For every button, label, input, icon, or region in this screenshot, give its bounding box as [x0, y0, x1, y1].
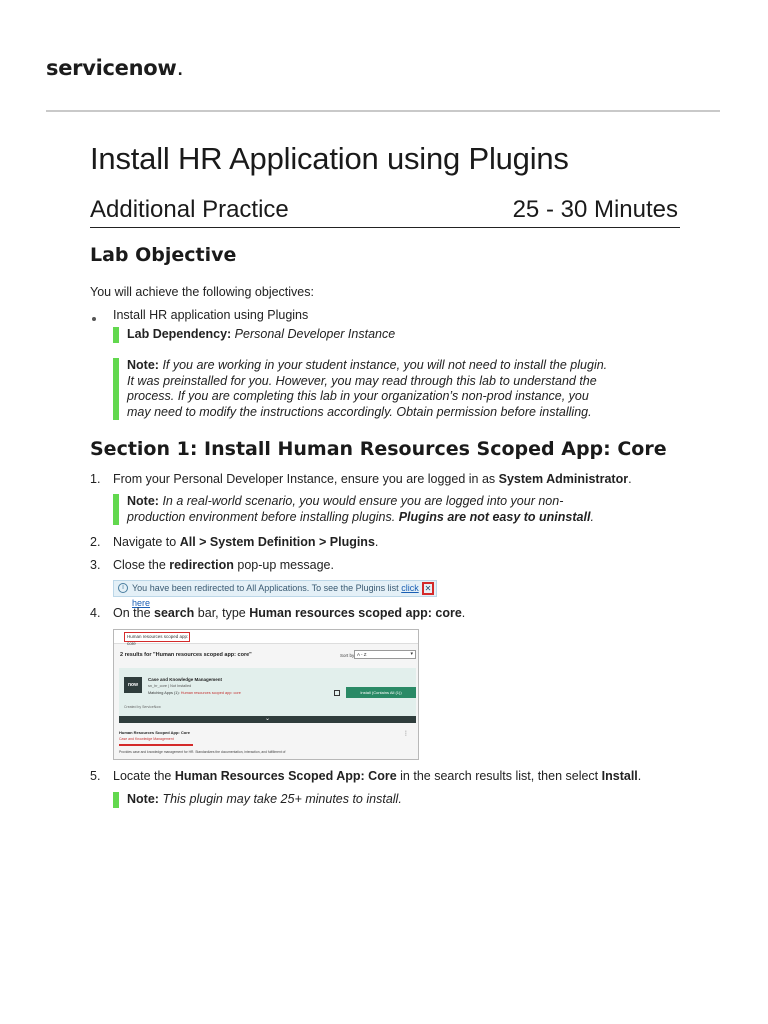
sort-label: Sort by [340, 653, 355, 658]
lab-dependency: Lab Dependency: Personal Developer Instance [113, 327, 395, 343]
duration: 25 - 30 Minutes [512, 196, 678, 223]
results-count: 2 results for "Human resources scoped app: core" [120, 652, 252, 658]
step-1: From your Personal Developer Instance, ensure you are logged in as System Administrator. [113, 472, 632, 486]
click-here-link[interactable]: click here [132, 583, 419, 608]
step-1-note: Note: In a real-world scenario, you would ensure you are logged into your non- production environment before installing plugins. Plugins are not easy to uninstall. [113, 494, 594, 525]
step-5: Locate the Human Resources Scoped App: Core in the search results list, then select Install. [113, 769, 642, 783]
servicenow-logo: servicenow. [46, 56, 183, 80]
section-1-heading: Section 1: Install Human Resources Scoped App: Core [90, 438, 667, 460]
objective-item: Install HR application using Plugins [113, 308, 309, 322]
plugins-screenshot [113, 629, 419, 760]
header-divider [46, 110, 720, 112]
lab-objective-heading: Lab Objective [90, 244, 237, 266]
step-number: 4. [90, 606, 101, 620]
info-icon: i [118, 583, 128, 593]
now-logo-icon: now [124, 677, 142, 693]
page-title: Install HR Application using Plugins [90, 141, 569, 176]
card-subtitle: sn_hr_core | Not Installed [148, 684, 192, 688]
info-square-icon[interactable] [334, 690, 340, 696]
step-number: 1. [90, 472, 101, 486]
objectives-intro: You will achieve the following objectives: [90, 285, 314, 299]
sort-select[interactable]: A - Z ▾ [354, 650, 416, 659]
plugin-card[interactable] [119, 668, 416, 716]
card-match: Matching Apps (1): Human resources scoped app: core [148, 691, 241, 695]
card-created-by: Created by ServiceNow [124, 705, 161, 709]
result-item-title[interactable]: Human Resources Scoped App: Core [119, 730, 190, 735]
close-icon[interactable]: ✕ [422, 582, 434, 595]
install-button[interactable]: Install (Contains All (1)) [346, 687, 416, 698]
expand-bar[interactable]: ⌄ [119, 716, 416, 723]
highlight-underline [119, 744, 193, 746]
redirection-banner: i You have been redirected to All Applications. To see the Plugins list click here ✕ [113, 580, 437, 597]
step-number: 3. [90, 558, 101, 572]
subtitle: Additional Practice [90, 196, 289, 223]
lab-note: Note: If you are working in your student instance, you will not need to install the plugin. It was preinstalled for you. However, you may read through this lab to understand the process. If you are completing this lab in your organization’s non-prod instance, you may need to modify the instructions accordingly. Obtain permission before installing. [113, 358, 607, 420]
step-2: Navigate to All > System Definition > Plugins. [113, 535, 379, 549]
bullet-icon [92, 317, 96, 321]
step-3: Close the redirection pop-up message. [113, 558, 334, 572]
step-5-note: Note: This plugin may take 25+ minutes to install. [113, 792, 402, 808]
step-4: On the search bar, type Human resources scoped app: core. [113, 606, 466, 620]
plugin-search-input[interactable]: Human resources scoped app: core [124, 632, 190, 642]
result-item-description: Provides case and knowledge management for HR. Standardizes the documentation, interaction, and fulfillment of [119, 750, 286, 754]
chevron-down-icon: ▾ [410, 651, 413, 657]
subtitle-row [90, 196, 680, 228]
step-number: 2. [90, 535, 101, 549]
result-item-subtitle: Case and Knowledge Management [119, 737, 174, 741]
card-title: Case and Knowledge Management [148, 677, 223, 682]
step-number: 5. [90, 769, 101, 783]
kebab-menu-icon[interactable]: ⋮ [403, 731, 409, 737]
